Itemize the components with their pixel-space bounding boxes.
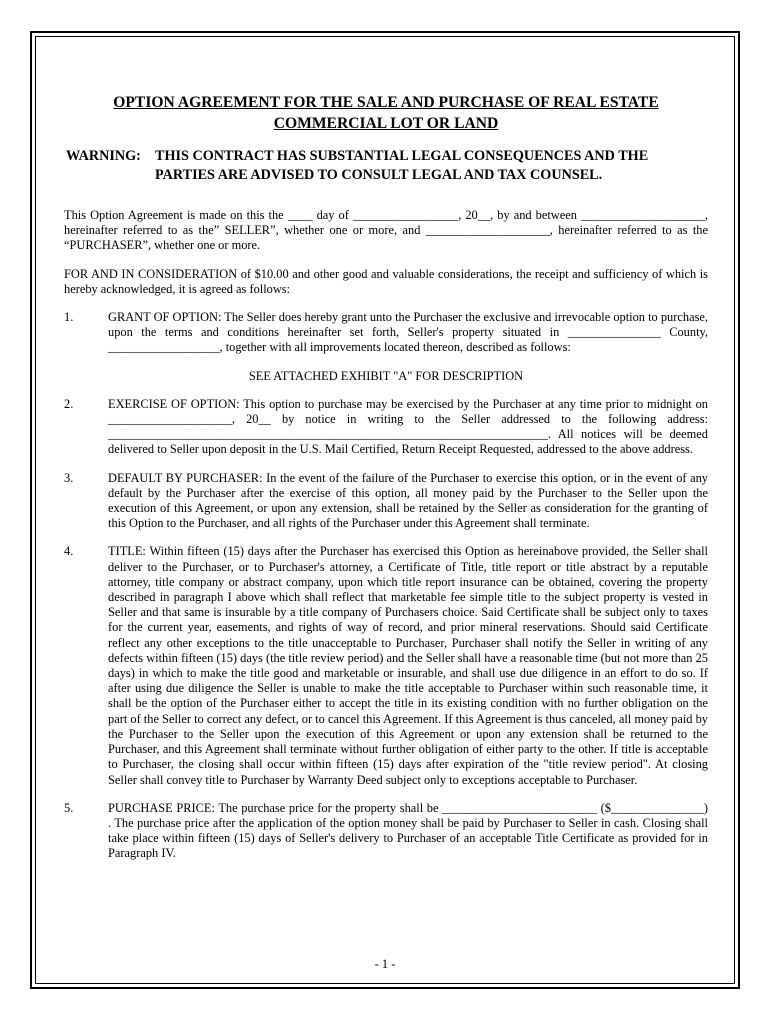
consideration-paragraph: FOR AND IN CONSIDERATION of $10.00 and other good and valuable considerations, the receipt and sufficiency of which is hereby acknowledged, it is agreed as follows: (64, 266, 708, 296)
section-text: DEFAULT BY PURCHASER: In the event of the failure of the Purchaser to exercise this option, or in the event of any default by the Purchaser after the exercise of this option, all money paid by the Purchaser to the Seller upon the execution of this Agreement, or upon any extension, shall be retained by the Seller as consideration for the granting of this Option to the Purchaser, and all rights of the Purchaser under this Agreement shall terminate. (108, 470, 708, 531)
section-default-by-purchaser (64, 471, 708, 532)
section-number: 3. (64, 470, 74, 485)
section-number: 5. (64, 800, 74, 815)
section-number: 2. (64, 396, 74, 411)
section-grant-of-option (64, 310, 708, 356)
title-line-1: OPTION AGREEMENT FOR THE SALE AND PURCHASE OF REAL ESTATE (113, 94, 659, 111)
document-title (64, 92, 708, 134)
section-exercise-of-option (64, 397, 708, 458)
section-text: TITLE: Within fifteen (15) days after the Purchaser has exercised this Option as hereinabove provided, the Seller shall deliver to the Purchaser, or to Purchaser's attorney, a Certificate of Title, title report or title abstract by a reputable attorney, title company or abstract company, upon which title report insurance can be obtained, covering the property described in paragraph I above which shall reflect that marketable fee simple title to the subject property is vested in Seller and that same is insurable by a title company of Purchasers choice. Said Certificate shall be subject only to taxes for the current year, easements, and rights of way of record, and prior mineral reservations. Should said Certificate reflect any other exceptions to the title unacceptable to Purchaser, Purchaser shall notify the Seller in writing of any defects within fifteen (15) days (the title review period) and the Seller shall have a reasonable time (but not more than 25 days) in which to make the title good and marketable or insurable, and shall use due diligence in an effort to do so. If after using due diligence the Seller is unable to make the title acceptable to Purchaser within such reasonable time, it shall be the option of the Purchaser either to accept the title in its existing condition with no further obligation on the part of the Seller to correct any defect, or to cancel this Agreement. If this Agreement is thus canceled, all money paid by the Purchaser to the Seller upon the execution of this Agreement or upon any extension shall be returned to the Purchaser, and this Agreement shall terminate without further obligation of either party to the other. If title is acceptable to Purchaser, the closing shall occur within fifteen (15) days after expiration of the "title review period". At closing Seller shall convey title to Purchaser by Warranty Deed subject only to exceptions acceptable to Purchaser. (108, 544, 708, 787)
warning-text: THIS CONTRACT HAS SUBSTANTIAL LEGAL CONSEQUENCES AND THE PARTIES ARE ADVISED TO CONSULT LEGAL AND TAX COUNSEL. (155, 148, 649, 183)
intro-paragraph: This Option Agreement is made on this the ____ day of _________________, 20__, by and between ____________________, hereinafter referred to as the” SELLER”, whether one or more, and ____________________, hereinafter referred to as the “PURCHASER”, whether one or more. (64, 208, 708, 253)
section-purchase-price (64, 801, 708, 862)
title-line-2: COMMERCIAL LOT OR LAND (273, 115, 499, 132)
section-text: GRANT OF OPTION: The Seller does hereby grant unto the Purchaser the exclusive and irrevocable option to purchase, upon the terms and conditions hereinafter set forth, Seller's property situated in _______________ County, __________________, together with all improvements located thereon, described as follows: (108, 310, 708, 355)
section-text: EXERCISE OF OPTION: This option to purchase may be exercised by the Purchaser at any time prior to midnight on ____________________, 20__ by notice in writing to the Seller addressed to the following address: _______________________________________________________________________. All notices will be deemed delivered to Seller upon deposit in the U.S. Mail Certified, Return Receipt Requested, addressed to the above address. (108, 396, 708, 457)
section-number: 1. (64, 310, 74, 325)
warning-block (64, 147, 708, 185)
document-page (64, 92, 708, 862)
section-text: PURCHASE PRICE: The purchase price for the property shall be _________________________ ($_______________) . The purchase price after the application of the option money shall be paid by Purchaser to Seller in cash. Closing shall take place within fifteen (15) days of Seller's delivery to Purchaser of an acceptable Title Certificate as provided for in Paragraph IV. (108, 800, 708, 861)
section-title (64, 544, 708, 787)
warning-label: WARNING: (66, 148, 141, 164)
exhibit-line: SEE ATTACHED EXHIBIT "A" FOR DESCRIPTION (248, 368, 524, 383)
page-number: - 1 - (374, 957, 396, 971)
section-number: 4. (64, 544, 74, 559)
